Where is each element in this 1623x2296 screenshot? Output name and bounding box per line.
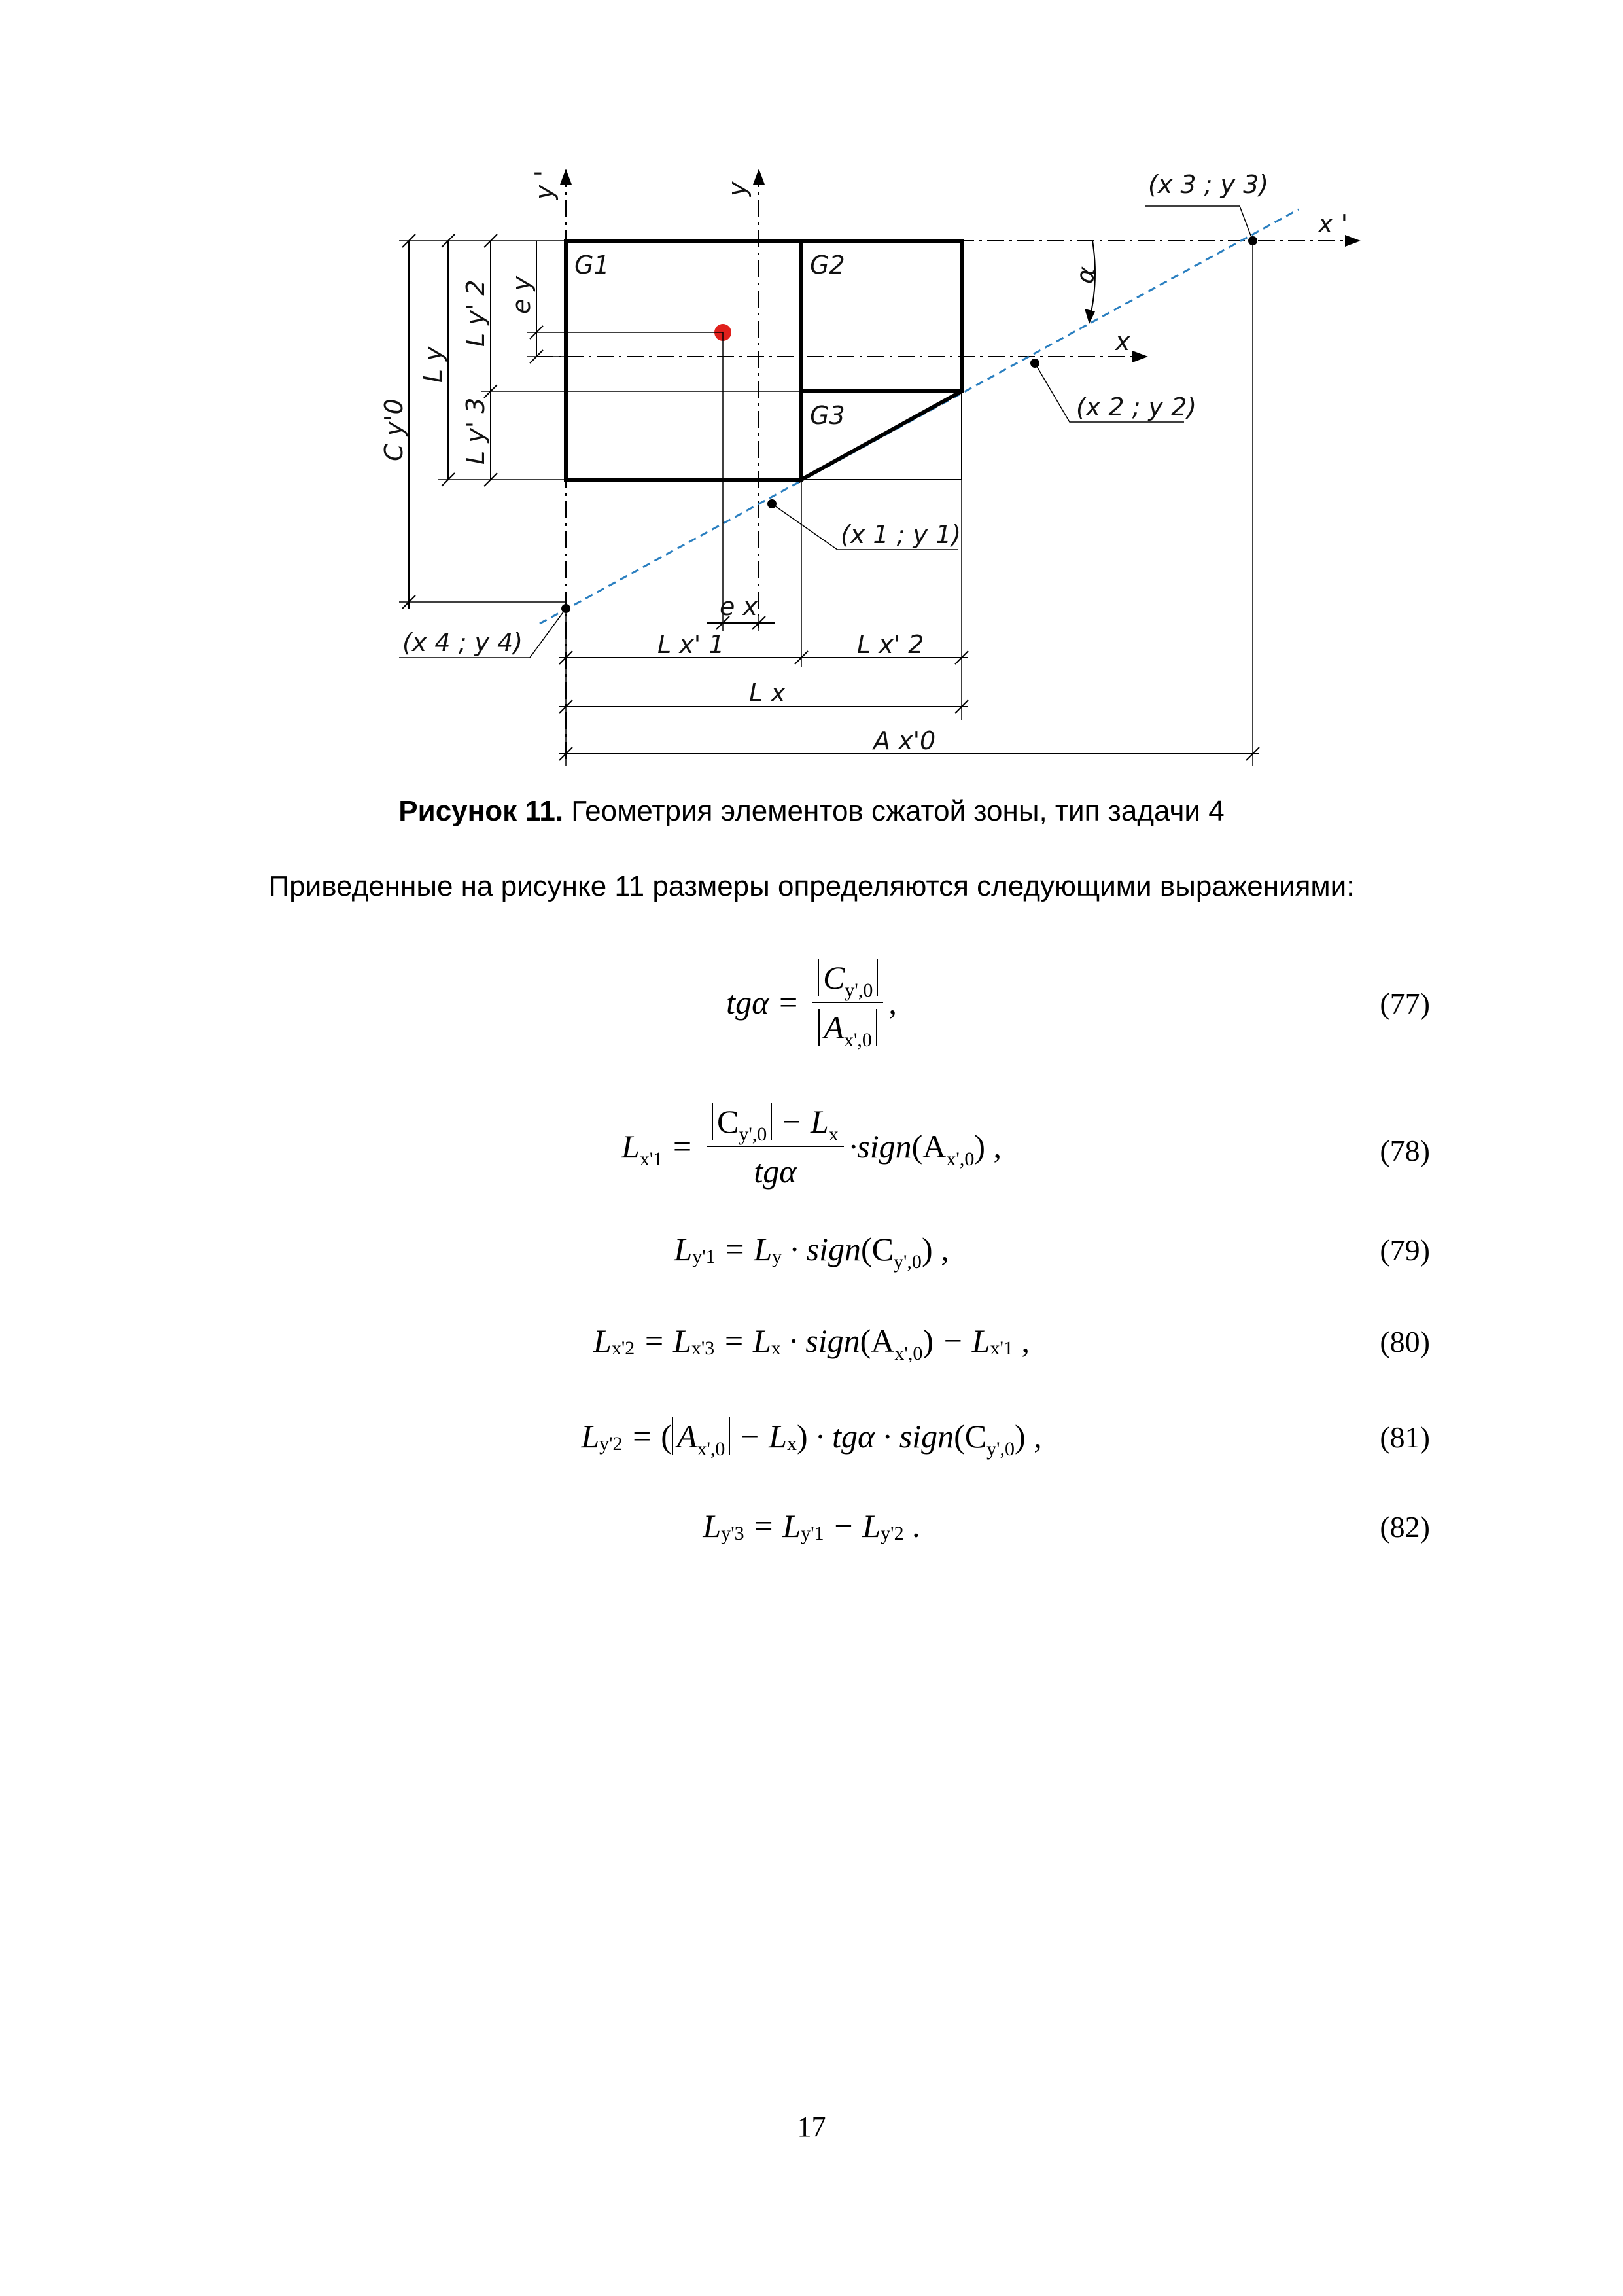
equation-80: L x'2 = L x'3 = L x · sign $(A_{x',0})$ − L x'1 , (80) [593,1322,1430,1364]
label-point-2: (x 2 ; y 2) [1076,393,1197,421]
label-y: y [723,181,752,196]
label-lx: L x [749,679,786,707]
label-x-prime: x ' [1318,209,1348,238]
geometry-figure [366,157,1348,772]
label-g3: G3 [810,401,845,430]
equation-number-77: (77) [1380,987,1430,1020]
equation-number-80: (80) [1380,1325,1430,1358]
page-number: 17 [797,2111,826,2143]
label-alpha: α [1070,264,1102,286]
label-g1: G1 [574,251,610,279]
label-y-prime: y ' [530,169,559,200]
equation-82: L y'3 = L y'1 − L y'2 . (82) [703,1508,1430,1544]
label-ey: e y [507,276,536,314]
equation-number-82: (82) [1380,1510,1430,1544]
label-point-3: (x 3 ; y 3) [1148,170,1269,199]
label-point-4: (x 4 ; y 4) [402,628,523,657]
figure-caption [0,795,1623,828]
label-x: x [1115,327,1130,356]
label-ex: e x [720,592,758,621]
equation-78: $L_{x'1}$ = $\frac{C_{y',0} - L_x}{\text{tgα}}$ · sign $(A_{x',0})$ , (78) [621,1103,1430,1190]
label-lx1: L x' 1 [657,630,725,659]
intro-paragraph: Приведенные на рисунке 11 размеры определяются следующими выражениями: [268,870,1355,902]
caption-text: Геометрия элементов сжатой зоны, тип задачи 4 [563,795,1225,827]
label-lx2: L x' 2 [857,630,924,659]
label-ly2: L y' 2 [461,279,490,347]
equation-number-81: (81) [1380,1421,1430,1454]
equation-number-79: (79) [1380,1233,1430,1267]
caption-label: Рисунок 11. [398,795,564,827]
label-point-1: (x 1 ; y 1) [841,520,962,549]
equation-77: tgα = $\frac{C_{y',0}}{A_{x',0}}$ , (77) [726,959,1430,1051]
equation-81: L y'2 = ( $A_{x',0}$ − L x ) · tgα · sign $(C_{y',0})$ , (81) [581,1418,1430,1460]
label-ly3: L y' 3 [461,397,490,465]
equation-79: L y'1 = L y · sign $(C_{y',0})$ , (79) [674,1231,1430,1273]
label-cy0: C y'0 [379,398,408,461]
equation-number-78: (78) [1380,1134,1430,1167]
label-ax0: A x'0 [873,726,936,755]
label-g2: G2 [810,251,845,279]
label-ly: L y [419,346,447,383]
